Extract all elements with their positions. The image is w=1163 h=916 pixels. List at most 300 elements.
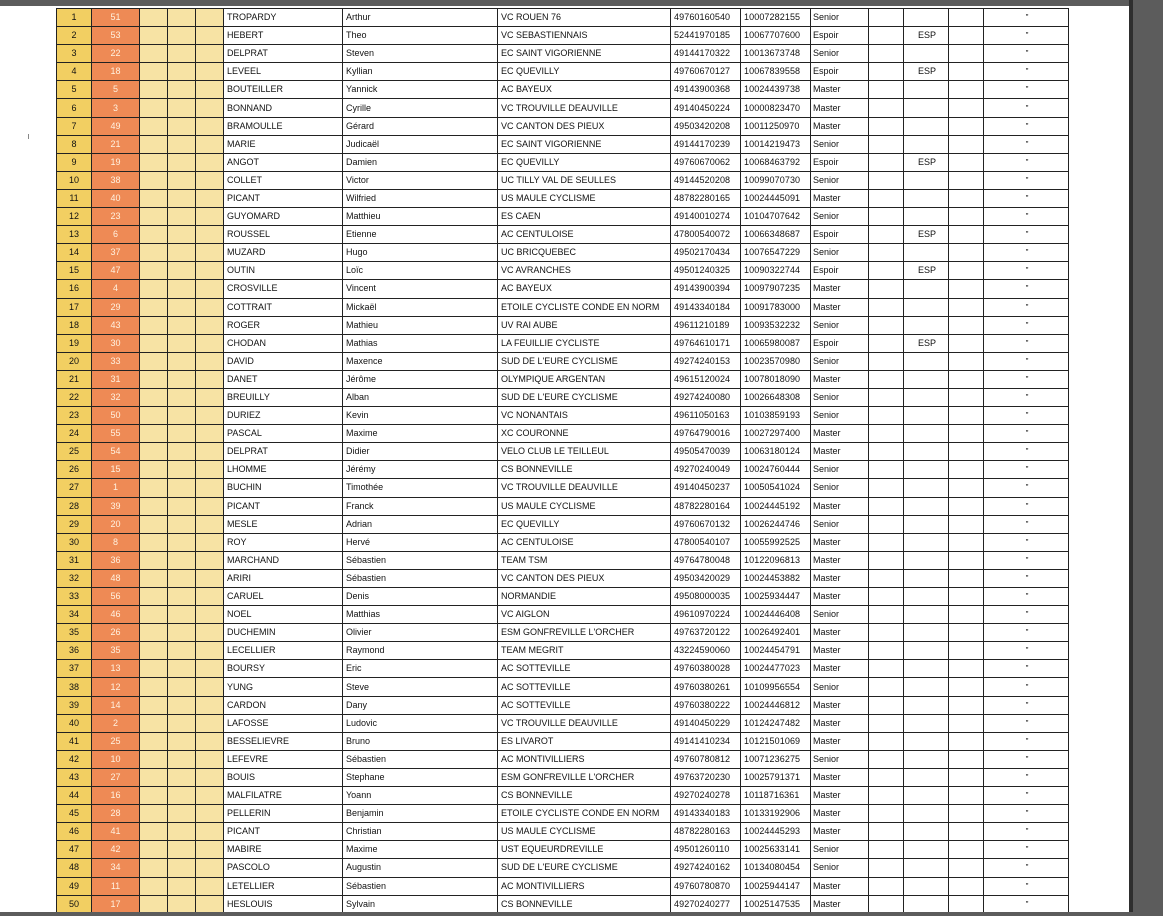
ditto-mark: " xyxy=(984,515,1069,533)
rider-club: AC MONTIVILLIERS xyxy=(498,877,671,895)
rider-club: XC COURONNE xyxy=(498,425,671,443)
license-number: 49764610171 xyxy=(671,334,741,352)
ditto-mark: " xyxy=(984,660,1069,678)
category: Master xyxy=(811,823,869,841)
ditto-mark: " xyxy=(984,787,1069,805)
license-number: 49763720122 xyxy=(671,624,741,642)
rider-last-name: PICANT xyxy=(224,189,343,207)
row-number: 7 xyxy=(57,117,92,135)
empty-cell xyxy=(949,479,984,497)
empty-cell xyxy=(949,533,984,551)
uci-id: 10024453882 xyxy=(741,569,811,587)
bib-number: 48 xyxy=(92,569,140,587)
row-number: 35 xyxy=(57,624,92,642)
table-row xyxy=(57,714,1069,732)
rider-club: ESM GONFREVILLE L'ORCHER xyxy=(498,624,671,642)
ditto-mark: " xyxy=(984,298,1069,316)
empty-cell xyxy=(140,714,168,732)
empty-cell xyxy=(196,551,224,569)
category: Espoir xyxy=(811,27,869,45)
license-number: 49143340183 xyxy=(671,805,741,823)
rider-first-name: Franck xyxy=(343,497,498,515)
table-row xyxy=(57,334,1069,352)
esp-flag xyxy=(904,461,949,479)
ditto-mark: " xyxy=(984,45,1069,63)
rider-last-name: MESLE xyxy=(224,515,343,533)
empty-cell xyxy=(140,244,168,262)
rider-last-name: LECELLIER xyxy=(224,642,343,660)
empty-cell xyxy=(168,515,196,533)
rider-last-name: GUYOMARD xyxy=(224,208,343,226)
empty-cell xyxy=(196,370,224,388)
license-number: 47800540107 xyxy=(671,533,741,551)
row-number: 50 xyxy=(57,895,92,913)
rider-club: UV RAI AUBE xyxy=(498,316,671,334)
empty-cell xyxy=(140,588,168,606)
empty-cell xyxy=(196,877,224,895)
bib-number: 43 xyxy=(92,316,140,334)
category: Senior xyxy=(811,407,869,425)
row-number: 23 xyxy=(57,407,92,425)
bib-number: 17 xyxy=(92,895,140,913)
esp-flag xyxy=(904,298,949,316)
rider-club: ETOILE CYCLISTE CONDE EN NORM xyxy=(498,298,671,316)
table-row xyxy=(57,63,1069,81)
esp-flag xyxy=(904,533,949,551)
bib-number: 13 xyxy=(92,660,140,678)
empty-cell xyxy=(949,660,984,678)
category: Master xyxy=(811,714,869,732)
empty-cell xyxy=(869,9,904,27)
empty-cell xyxy=(140,226,168,244)
license-number: 43224590060 xyxy=(671,642,741,660)
empty-cell xyxy=(869,189,904,207)
uci-id: 10027297400 xyxy=(741,425,811,443)
rider-club: VC AVRANCHES xyxy=(498,262,671,280)
table-row xyxy=(57,443,1069,461)
uci-id: 10067707600 xyxy=(741,27,811,45)
uci-id: 10024446812 xyxy=(741,696,811,714)
bib-number: 49 xyxy=(92,117,140,135)
category: Master xyxy=(811,569,869,587)
table-row xyxy=(57,298,1069,316)
rider-club: AC SOTTEVILLE xyxy=(498,678,671,696)
bib-number: 51 xyxy=(92,9,140,27)
esp-flag xyxy=(904,425,949,443)
empty-cell xyxy=(196,533,224,551)
rider-first-name: Timothée xyxy=(343,479,498,497)
uci-id: 10013673748 xyxy=(741,45,811,63)
empty-cell xyxy=(869,334,904,352)
row-number: 31 xyxy=(57,551,92,569)
empty-cell xyxy=(168,732,196,750)
empty-cell xyxy=(949,787,984,805)
category: Master xyxy=(811,497,869,515)
ditto-mark: " xyxy=(984,425,1069,443)
empty-cell xyxy=(196,99,224,117)
bib-number: 38 xyxy=(92,171,140,189)
row-number: 43 xyxy=(57,768,92,786)
riders-table-body xyxy=(57,9,1069,914)
category: Master xyxy=(811,533,869,551)
empty-cell xyxy=(140,497,168,515)
bib-number: 46 xyxy=(92,606,140,624)
bib-number: 20 xyxy=(92,515,140,533)
license-number: 49141410234 xyxy=(671,732,741,750)
ditto-mark: " xyxy=(984,533,1069,551)
empty-cell xyxy=(949,153,984,171)
empty-cell xyxy=(168,370,196,388)
table-row xyxy=(57,606,1069,624)
empty-cell xyxy=(949,696,984,714)
empty-cell xyxy=(949,859,984,877)
esp-flag: ESP xyxy=(904,153,949,171)
rider-last-name: NOEL xyxy=(224,606,343,624)
bib-number: 23 xyxy=(92,208,140,226)
empty-cell xyxy=(949,877,984,895)
rider-last-name: PICANT xyxy=(224,497,343,515)
category: Master xyxy=(811,588,869,606)
table-row xyxy=(57,388,1069,406)
category: Senior xyxy=(811,606,869,624)
category: Senior xyxy=(811,45,869,63)
esp-flag: ESP xyxy=(904,334,949,352)
uci-id: 10050541024 xyxy=(741,479,811,497)
esp-flag xyxy=(904,479,949,497)
category: Master xyxy=(811,551,869,569)
license-number: 49143900368 xyxy=(671,81,741,99)
uci-id: 10026244746 xyxy=(741,515,811,533)
empty-cell xyxy=(168,823,196,841)
rider-first-name: Mickaël xyxy=(343,298,498,316)
empty-cell xyxy=(869,352,904,370)
license-number: 49144520208 xyxy=(671,171,741,189)
ditto-mark: " xyxy=(984,407,1069,425)
rider-first-name: Theo xyxy=(343,27,498,45)
ditto-mark: " xyxy=(984,27,1069,45)
uci-id: 10065980087 xyxy=(741,334,811,352)
rider-club: VC TROUVILLE DEAUVILLE xyxy=(498,99,671,117)
esp-flag xyxy=(904,678,949,696)
rider-club: UST EQUEURDREVILLE xyxy=(498,841,671,859)
license-number: 49140450224 xyxy=(671,99,741,117)
viewer-scrollbar[interactable] xyxy=(1129,0,1163,916)
empty-cell xyxy=(869,841,904,859)
rider-last-name: COLLET xyxy=(224,171,343,189)
empty-cell xyxy=(140,515,168,533)
esp-flag xyxy=(904,823,949,841)
esp-flag xyxy=(904,316,949,334)
esp-flag xyxy=(904,569,949,587)
bib-number: 39 xyxy=(92,497,140,515)
category: Master xyxy=(811,805,869,823)
uci-id: 10024439738 xyxy=(741,81,811,99)
empty-cell xyxy=(949,497,984,515)
empty-cell xyxy=(869,515,904,533)
empty-cell xyxy=(140,63,168,81)
empty-cell xyxy=(949,551,984,569)
license-number: 49760780870 xyxy=(671,877,741,895)
category: Master xyxy=(811,768,869,786)
rider-first-name: Judicaël xyxy=(343,135,498,153)
empty-cell xyxy=(168,642,196,660)
table-row xyxy=(57,569,1069,587)
esp-flag: ESP xyxy=(904,262,949,280)
rider-first-name: Arthur xyxy=(343,9,498,27)
category: Espoir xyxy=(811,226,869,244)
rider-club: UC BRICQUEBEC xyxy=(498,244,671,262)
empty-cell xyxy=(196,425,224,443)
empty-cell xyxy=(196,298,224,316)
esp-flag xyxy=(904,99,949,117)
uci-id: 10066348687 xyxy=(741,226,811,244)
empty-cell xyxy=(140,569,168,587)
uci-id: 10091783000 xyxy=(741,298,811,316)
empty-cell xyxy=(196,226,224,244)
empty-cell xyxy=(196,280,224,298)
empty-cell xyxy=(949,45,984,63)
empty-cell xyxy=(196,27,224,45)
rider-club: VC CANTON DES PIEUX xyxy=(498,117,671,135)
category: Master xyxy=(811,189,869,207)
empty-cell xyxy=(869,660,904,678)
empty-cell xyxy=(869,624,904,642)
empty-cell xyxy=(140,841,168,859)
empty-cell xyxy=(949,823,984,841)
row-number: 15 xyxy=(57,262,92,280)
ditto-mark: " xyxy=(984,135,1069,153)
empty-cell xyxy=(140,660,168,678)
uci-id: 10118716361 xyxy=(741,787,811,805)
empty-cell xyxy=(196,732,224,750)
empty-cell xyxy=(949,895,984,913)
row-number: 25 xyxy=(57,443,92,461)
rider-last-name: LHOMME xyxy=(224,461,343,479)
bib-number: 2 xyxy=(92,714,140,732)
license-number: 49144170239 xyxy=(671,135,741,153)
rider-first-name: Eric xyxy=(343,660,498,678)
esp-flag xyxy=(904,696,949,714)
rider-club: VC ROUEN 76 xyxy=(498,9,671,27)
rider-last-name: HEBERT xyxy=(224,27,343,45)
rider-first-name: Kyllian xyxy=(343,63,498,81)
rider-first-name: Bruno xyxy=(343,732,498,750)
empty-cell xyxy=(168,425,196,443)
row-number: 49 xyxy=(57,877,92,895)
ditto-mark: " xyxy=(984,280,1069,298)
rider-last-name: COTTRAIT xyxy=(224,298,343,316)
ditto-mark: " xyxy=(984,63,1069,81)
row-number: 36 xyxy=(57,642,92,660)
empty-cell xyxy=(196,841,224,859)
rider-club: AC BAYEUX xyxy=(498,81,671,99)
empty-cell xyxy=(949,117,984,135)
empty-cell xyxy=(168,280,196,298)
empty-cell xyxy=(869,461,904,479)
empty-cell xyxy=(168,45,196,63)
table-row xyxy=(57,841,1069,859)
row-number: 33 xyxy=(57,588,92,606)
rider-club: AC SOTTEVILLE xyxy=(498,660,671,678)
table-row xyxy=(57,352,1069,370)
rider-first-name: Jérémy xyxy=(343,461,498,479)
category: Senior xyxy=(811,9,869,27)
uci-id: 10124247482 xyxy=(741,714,811,732)
empty-cell xyxy=(168,624,196,642)
license-number: 49270240277 xyxy=(671,895,741,913)
category: Espoir xyxy=(811,63,869,81)
empty-cell xyxy=(140,805,168,823)
empty-cell xyxy=(140,624,168,642)
rider-last-name: BESSELIEVRE xyxy=(224,732,343,750)
rider-club: AC CENTULOISE xyxy=(498,226,671,244)
esp-flag xyxy=(904,407,949,425)
empty-cell xyxy=(196,714,224,732)
category: Master xyxy=(811,298,869,316)
empty-cell xyxy=(140,877,168,895)
empty-cell xyxy=(140,750,168,768)
rider-first-name: Christian xyxy=(343,823,498,841)
empty-cell xyxy=(949,805,984,823)
rider-first-name: Mathieu xyxy=(343,316,498,334)
empty-cell xyxy=(869,298,904,316)
uci-id: 10055992525 xyxy=(741,533,811,551)
rider-first-name: Adrian xyxy=(343,515,498,533)
uci-id: 10063180124 xyxy=(741,443,811,461)
license-number: 49140450229 xyxy=(671,714,741,732)
license-number: 49610970224 xyxy=(671,606,741,624)
rider-first-name: Jérôme xyxy=(343,370,498,388)
empty-cell xyxy=(140,461,168,479)
empty-cell xyxy=(168,244,196,262)
esp-flag xyxy=(904,388,949,406)
rider-last-name: TROPARDY xyxy=(224,9,343,27)
category: Master xyxy=(811,732,869,750)
empty-cell xyxy=(869,551,904,569)
empty-cell xyxy=(168,208,196,226)
uci-id: 10122096813 xyxy=(741,551,811,569)
empty-cell xyxy=(949,732,984,750)
uci-id: 10011250970 xyxy=(741,117,811,135)
row-number: 9 xyxy=(57,153,92,171)
rider-club: US MAULE CYCLISME xyxy=(498,189,671,207)
category: Master xyxy=(811,99,869,117)
rider-first-name: Didier xyxy=(343,443,498,461)
uci-id: 10097907235 xyxy=(741,280,811,298)
empty-cell xyxy=(949,27,984,45)
rider-last-name: BOUTEILLER xyxy=(224,81,343,99)
ditto-mark: " xyxy=(984,208,1069,226)
license-number: 49611210189 xyxy=(671,316,741,334)
esp-flag xyxy=(904,497,949,515)
table-row xyxy=(57,208,1069,226)
empty-cell xyxy=(140,533,168,551)
empty-cell xyxy=(869,732,904,750)
category: Senior xyxy=(811,244,869,262)
table-row xyxy=(57,859,1069,877)
rider-club: VC SEBASTIENNAIS xyxy=(498,27,671,45)
empty-cell xyxy=(869,63,904,81)
empty-cell xyxy=(869,823,904,841)
row-number: 34 xyxy=(57,606,92,624)
empty-cell xyxy=(140,388,168,406)
empty-cell xyxy=(168,696,196,714)
table-row xyxy=(57,171,1069,189)
category: Senior xyxy=(811,750,869,768)
uci-id: 10007282155 xyxy=(741,9,811,27)
rider-last-name: PICANT xyxy=(224,823,343,841)
empty-cell xyxy=(196,787,224,805)
empty-cell xyxy=(168,316,196,334)
uci-id: 10104707642 xyxy=(741,208,811,226)
esp-flag xyxy=(904,660,949,678)
bib-number: 36 xyxy=(92,551,140,569)
rider-club: NORMANDIE xyxy=(498,588,671,606)
empty-cell xyxy=(196,443,224,461)
category: Master xyxy=(811,787,869,805)
uci-id: 10133192906 xyxy=(741,805,811,823)
bib-number: 41 xyxy=(92,823,140,841)
row-number: 8 xyxy=(57,135,92,153)
table-row xyxy=(57,262,1069,280)
empty-cell xyxy=(168,606,196,624)
empty-cell xyxy=(168,171,196,189)
table-row xyxy=(57,877,1069,895)
table-row xyxy=(57,497,1069,515)
uci-id: 10024477023 xyxy=(741,660,811,678)
table-row xyxy=(57,642,1069,660)
empty-cell xyxy=(168,551,196,569)
rider-club: VC NONANTAIS xyxy=(498,407,671,425)
empty-cell xyxy=(869,642,904,660)
rider-first-name: Maxime xyxy=(343,425,498,443)
row-number: 3 xyxy=(57,45,92,63)
rider-club: VC CANTON DES PIEUX xyxy=(498,569,671,587)
empty-cell xyxy=(140,171,168,189)
empty-cell xyxy=(168,479,196,497)
license-number: 49764780048 xyxy=(671,551,741,569)
uci-id: 10078018090 xyxy=(741,370,811,388)
esp-flag xyxy=(904,805,949,823)
empty-cell xyxy=(869,877,904,895)
uci-id: 10025147535 xyxy=(741,895,811,913)
rider-last-name: MARIE xyxy=(224,135,343,153)
empty-cell xyxy=(949,642,984,660)
ditto-mark: " xyxy=(984,859,1069,877)
empty-cell xyxy=(140,352,168,370)
license-number: 49274240153 xyxy=(671,352,741,370)
category: Master xyxy=(811,624,869,642)
rider-club: ES LIVAROT xyxy=(498,732,671,750)
rider-last-name: CROSVILLE xyxy=(224,280,343,298)
empty-cell xyxy=(949,280,984,298)
empty-cell xyxy=(196,81,224,99)
license-number: 49611050163 xyxy=(671,407,741,425)
ditto-mark: " xyxy=(984,9,1069,27)
table-row xyxy=(57,732,1069,750)
empty-cell xyxy=(196,515,224,533)
rider-first-name: Gérard xyxy=(343,117,498,135)
esp-flag xyxy=(904,208,949,226)
row-number: 45 xyxy=(57,805,92,823)
bib-number: 32 xyxy=(92,388,140,406)
empty-cell xyxy=(140,768,168,786)
ditto-mark: " xyxy=(984,768,1069,786)
rider-last-name: MALFILATRE xyxy=(224,787,343,805)
license-number: 49143900394 xyxy=(671,280,741,298)
empty-cell xyxy=(949,606,984,624)
row-number: 38 xyxy=(57,678,92,696)
